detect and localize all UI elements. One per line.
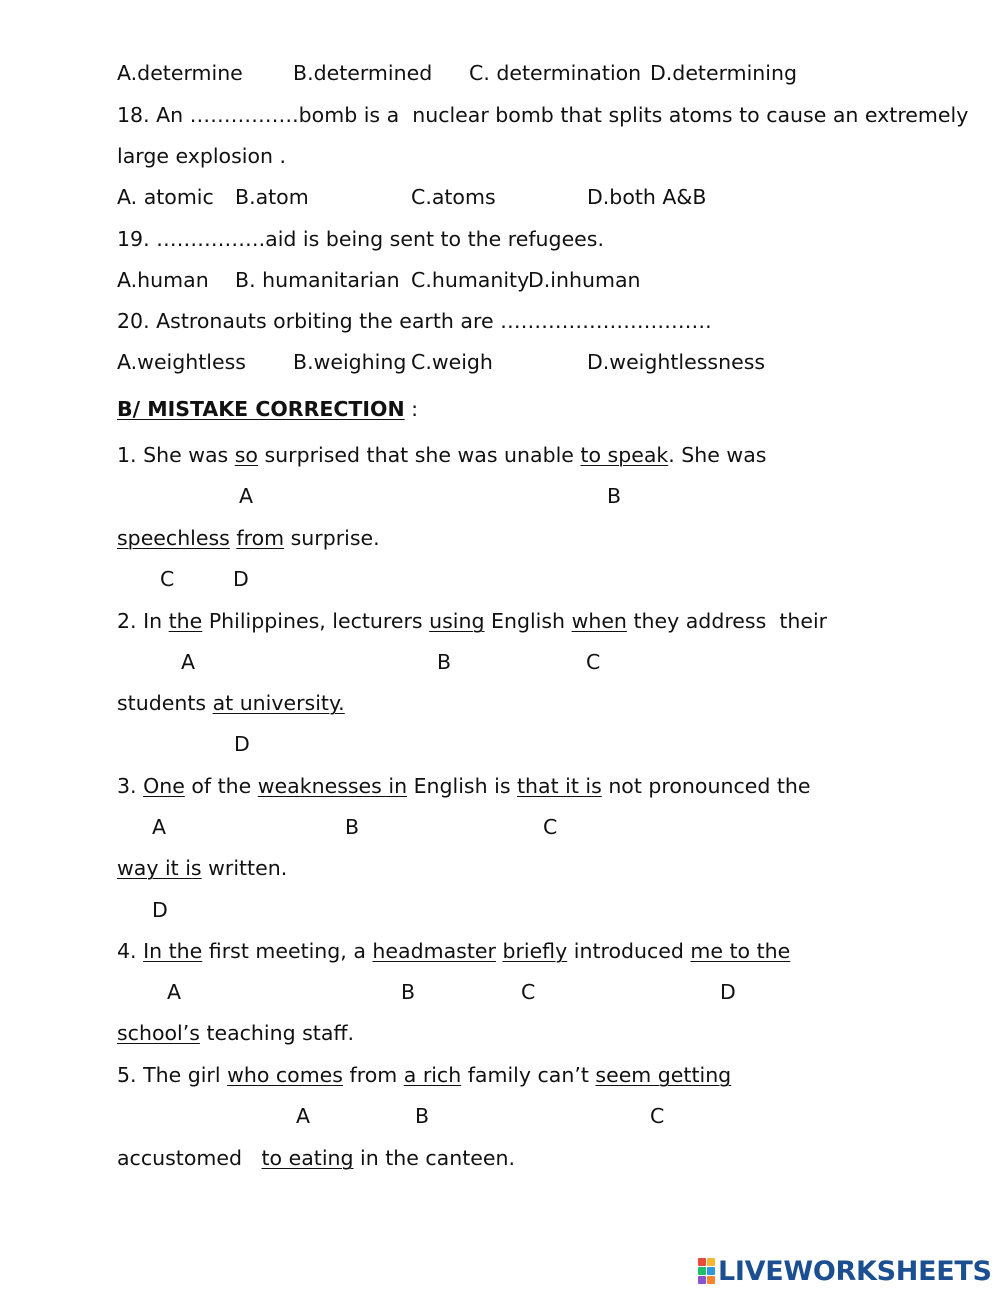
mc4-text: first meeting, a — [202, 939, 373, 963]
q18-option-a: A. atomic — [117, 185, 214, 209]
q17-option-b: B.determined — [293, 61, 433, 85]
q18-option-b: B.atom — [235, 185, 309, 209]
q19-option-a: A.human — [117, 268, 209, 292]
q17-option-a: A.determine — [117, 61, 243, 85]
mc5-sentence-line2 — [117, 1148, 515, 1169]
mc3-letter-a: A — [152, 815, 167, 839]
liveworksheets-logo-text: LIVEWORKSHEETS — [718, 1255, 992, 1287]
section-b-heading — [117, 399, 418, 420]
q18-text-line1: 18. An …………….bomb is a nuclear bomb that splits atoms to cause an extremely — [117, 103, 969, 127]
logo-block — [698, 1267, 706, 1275]
mc4-letter-a: A — [167, 980, 182, 1004]
mc5-letter-c: C — [650, 1104, 665, 1128]
q18-option-d: D.both A&B — [587, 185, 707, 209]
q18-option-c: C.atoms — [411, 185, 496, 209]
mc2-text: English — [484, 609, 572, 633]
q17-option-c: C. determination — [469, 61, 642, 85]
mc3-text: 3. — [117, 774, 144, 798]
mc3-underlined-c: that it is — [517, 774, 602, 798]
q17-option-d: D.determining — [650, 61, 798, 85]
liveworksheets-logo — [698, 1257, 992, 1285]
mc1-letter-b: B — [607, 484, 622, 508]
mc3-text: English is — [407, 774, 518, 798]
mc5-underlined-a: who comes — [227, 1063, 343, 1087]
mc3-sentence-line2 — [117, 858, 287, 879]
mc5-letter-a: A — [296, 1104, 311, 1128]
q20-option-d: D.weightlessness — [587, 350, 766, 374]
mc4-underlined-a: In the — [143, 939, 203, 963]
mc2-text: Philippines, lecturers — [202, 609, 430, 633]
mc4-underlined-text: school’s — [117, 1021, 200, 1045]
mc4-text: teaching staff. — [199, 1021, 355, 1045]
mc4-underlined-d: me to the — [690, 939, 791, 963]
mc2-sentence-line1 — [117, 611, 827, 632]
mc2-underlined-d: at university. — [212, 691, 345, 715]
section-b-title: B/ MISTAKE CORRECTION — [117, 397, 405, 421]
mc1-text: surprised that she was unable — [257, 443, 581, 467]
mc4-text: introduced — [567, 939, 691, 963]
mc4-letter-b: B — [401, 980, 416, 1004]
mc1-sentence-line1 — [117, 445, 766, 466]
mc3-text: not pronounced the — [601, 774, 811, 798]
mc2-letter-a: A — [181, 650, 196, 674]
mc5-text: 5. The girl — [117, 1063, 228, 1087]
mc1-text: 1. She was — [117, 443, 235, 467]
q19-option-b: B. humanitarian — [235, 268, 400, 292]
mc4-letter-c: C — [521, 980, 536, 1004]
mc1-text: . She was — [668, 443, 767, 467]
mc3-letter-d: D — [152, 898, 168, 922]
q20-text: 20. Astronauts orbiting the earth are …………………………. — [117, 309, 712, 333]
mc5-text: in the canteen. — [353, 1146, 516, 1170]
mc1-letter-a: A — [239, 484, 254, 508]
mc2-underlined-b: using — [429, 609, 485, 633]
mc5-sentence-line1 — [117, 1065, 731, 1086]
mc2-underlined-a: the — [168, 609, 203, 633]
q20-option-b: B.weighing — [293, 350, 407, 374]
mc2-letter-d: D — [234, 732, 250, 756]
mc5-text: from — [342, 1063, 404, 1087]
logo-block — [707, 1258, 715, 1266]
logo-block — [707, 1267, 715, 1275]
mc4-text: 4. — [117, 939, 144, 963]
mc3-sentence-line1 — [117, 776, 811, 797]
logo-block — [707, 1276, 715, 1284]
mc1-letter-d: D — [233, 567, 249, 591]
q20-option-a: A.weightless — [117, 350, 246, 374]
liveworksheets-logo-icon — [698, 1258, 715, 1284]
mc4-letter-d: D — [720, 980, 736, 1004]
mc3-text: of the — [184, 774, 258, 798]
mc5-letter-b: B — [415, 1104, 430, 1128]
logo-block — [698, 1258, 706, 1266]
mc4-sentence-line1 — [117, 941, 790, 962]
mc2-sentence-line2 — [117, 693, 345, 714]
q18-text-line2: large explosion . — [117, 144, 287, 168]
mc4-underlined-c: briefly — [502, 939, 568, 963]
mc5-text: family can’t — [461, 1063, 596, 1087]
mc2-letter-c: C — [586, 650, 601, 674]
mc2-text: they address their — [626, 609, 828, 633]
q19-text: 19. …………….aid is being sent to the refugees. — [117, 227, 604, 251]
mc1-underlined-c: speechless — [117, 526, 230, 550]
section-b-colon: : — [404, 397, 419, 421]
mc2-underlined-c: when — [571, 609, 627, 633]
mc5-underlined-b: a rich — [403, 1063, 462, 1087]
mc5-underlined-c: seem getting — [595, 1063, 732, 1087]
mc2-text: 2. In — [117, 609, 169, 633]
mc1-underlined-a: so — [234, 443, 258, 467]
mc2-text: students — [117, 691, 213, 715]
q20-option-c: C.weigh — [411, 350, 493, 374]
mc4-underlined-b: headmaster — [372, 939, 496, 963]
mc1-underlined-b: to speak — [580, 443, 669, 467]
mc5-text: accustomed — [117, 1146, 262, 1170]
mc3-underlined-d: way it is — [117, 856, 202, 880]
mc1-text: surprise. — [284, 526, 380, 550]
logo-block — [698, 1276, 706, 1284]
mc1-sentence-line2 — [117, 528, 380, 549]
mc4-sentence-line2 — [117, 1023, 354, 1044]
mc3-letter-b: B — [345, 815, 360, 839]
mc5-underlined-d: to eating — [261, 1146, 354, 1170]
q19-option-c: C.humanity — [411, 268, 530, 292]
mc2-letter-b: B — [437, 650, 452, 674]
q19-option-d: D.inhuman — [528, 268, 641, 292]
mc3-underlined-b: weaknesses in — [257, 774, 408, 798]
mc3-text: written. — [201, 856, 288, 880]
mc1-letter-c: C — [160, 567, 175, 591]
mc3-underlined-a: One — [143, 774, 185, 798]
mc1-underlined-d: from — [236, 526, 285, 550]
mc3-letter-c: C — [543, 815, 558, 839]
